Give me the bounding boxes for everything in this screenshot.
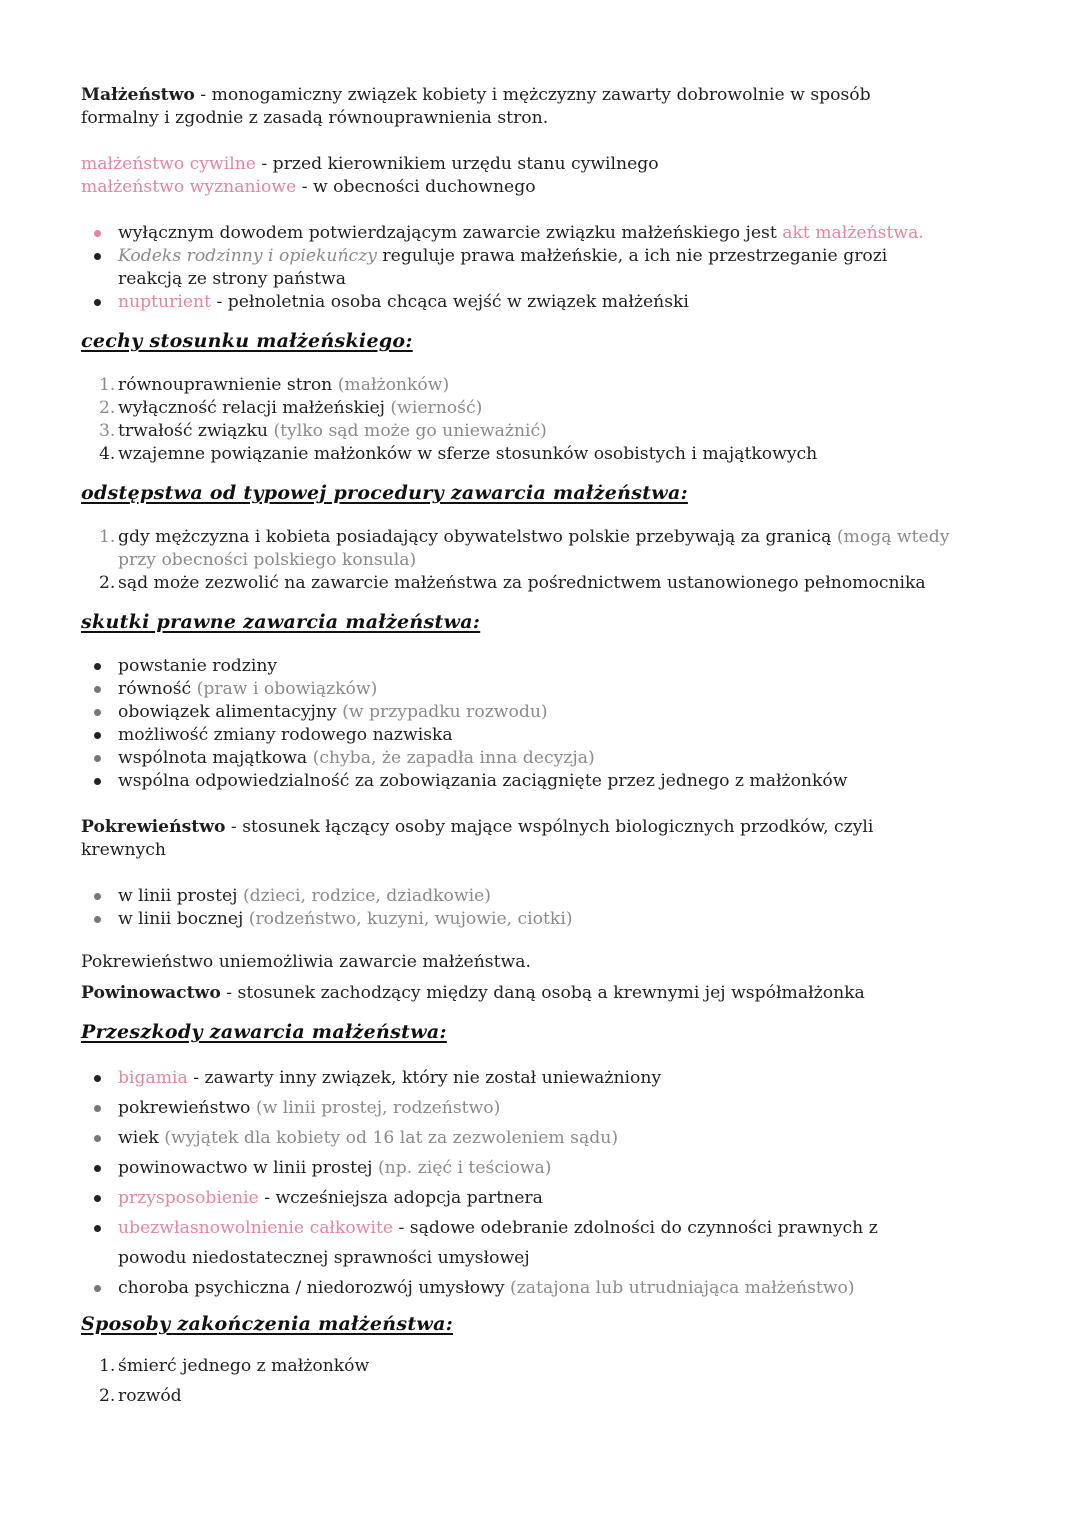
item-note: (praw i obowiązków) — [196, 679, 378, 699]
list-item — [81, 885, 1021, 908]
item-text-2: powodu niedostatecznej sprawności umysłowej — [118, 1248, 530, 1268]
list-item — [81, 701, 1021, 724]
list-item — [81, 222, 1021, 245]
bullet-icon — [94, 893, 101, 900]
heading-odstepstwa: odstępstwa od typowej procedury zawarcia małżeństwa: — [81, 482, 688, 504]
list-item — [81, 1123, 1021, 1153]
bullet-icon — [94, 686, 101, 693]
item-text: gdy mężczyzna i kobieta posiadający obywatelstwo polskie przebywają za granicą — [118, 527, 837, 547]
list-item — [81, 1381, 1021, 1411]
item-number: 4. — [99, 444, 116, 464]
list-item — [81, 1273, 1021, 1303]
pokrewienstwo-list — [81, 885, 1021, 931]
fact-highlight: akt małżeństwa. — [782, 223, 924, 243]
item-text: - sądowe odebranie zdolności do czynności prawnych z — [393, 1218, 878, 1238]
term-powinowactwo: Powinowactwo — [81, 983, 221, 1003]
marriage-types — [81, 153, 1021, 199]
list-item — [81, 420, 1021, 443]
type-term: małżeństwo cywilne — [81, 154, 256, 174]
item-highlight: ubezwłasnowolnienie całkowite — [118, 1218, 394, 1238]
item-number: 2. — [99, 398, 116, 418]
item-note: (np. zięć i teściowa) — [377, 1158, 552, 1178]
list-item — [81, 724, 1021, 747]
bullet-icon — [94, 709, 101, 716]
item-number: 2. — [99, 1386, 116, 1406]
powinowactwo-definition — [81, 982, 1021, 1005]
item-text: wspólnota majątkowa — [118, 748, 313, 768]
item-text: sąd może zezwolić na zawarcie małżeństwa za pośrednictwem ustanowionego pełnomocnika — [118, 573, 926, 593]
item-text: pokrewieństwo — [118, 1098, 256, 1118]
bullet-icon — [94, 663, 101, 670]
item-note: (zatajona lub utrudniająca małżeństwo) — [510, 1278, 855, 1298]
item-note: (chyba, że zapadła inna decyzja) — [312, 748, 595, 768]
item-note: (rodzeństwo, kuzyni, wujowie, ciotki) — [248, 909, 573, 929]
fact-text: wyłącznym dowodem potwierdzającym zawarcie związku małżeńskiego jest — [118, 223, 783, 243]
bullet-icon — [94, 755, 101, 762]
item-text: rozwód — [118, 1386, 182, 1406]
przeszkody-list — [81, 1063, 1021, 1303]
skutki-list — [81, 655, 1021, 793]
item-text: wspólna odpowiedzialność za zobowiązania zaciągnięte przez jednego z małżonków — [118, 771, 848, 791]
type-desc: - w obecności duchownego — [296, 177, 536, 197]
bullet-icon — [94, 732, 101, 739]
item-text: wiek — [118, 1128, 165, 1148]
item-text: śmierć jednego z małżonków — [118, 1356, 370, 1376]
facts-list — [81, 222, 1021, 314]
definition-text: - stosunek zachodzący między daną osobą a krewnymi jej współmałżonka — [220, 983, 865, 1003]
item-text: w linii bocznej — [118, 909, 249, 929]
fact-text: - pełnoletnia osoba chcąca wejść w związek małżeński — [210, 292, 689, 312]
heading-skutki: skutki prawne zawarcia małżeństwa: — [81, 611, 481, 633]
list-item — [81, 655, 1021, 678]
item-text: możliwość zmiany rodowego nazwiska — [118, 725, 453, 745]
list-item — [81, 1213, 1021, 1273]
fact-text: reguluje prawa małżeńskie, a ich nie przestrzeganie grozi — [376, 246, 888, 266]
item-text: trwałość związku — [118, 421, 274, 441]
item-number: 1. — [99, 375, 116, 395]
item-text: wzajemne powiązanie małżonków w sferze stosunków osobistych i majątkowych — [118, 444, 818, 464]
item-text: - zawarty inny związek, który nie został unieważniony — [187, 1068, 662, 1088]
item-number: 2. — [99, 573, 116, 593]
bullet-icon — [94, 1135, 101, 1142]
list-item — [81, 908, 1021, 931]
pokrewienstwo-definition — [81, 816, 1021, 862]
list-item — [81, 397, 1021, 420]
list-item — [81, 678, 1021, 701]
item-note: (w przypadku rozwodu) — [342, 702, 548, 722]
item-text: choroba psychiczna / niedorozwój umysłowy — [118, 1278, 511, 1298]
item-highlight: przysposobienie — [118, 1188, 259, 1208]
list-item — [81, 291, 1021, 314]
definition-text: - monogamiczny związek kobiety i mężczyzny zawarty dobrowolnie w sposób — [194, 85, 871, 105]
fact-highlight: nupturient — [118, 292, 211, 312]
bullet-icon — [94, 1195, 101, 1202]
list-item — [81, 1063, 1021, 1093]
item-note: (wierność) — [390, 398, 483, 418]
fact-text-2: reakcją ze strony państwa — [118, 269, 346, 289]
item-text: w linii prostej — [118, 886, 243, 906]
bullet-icon — [94, 230, 101, 237]
heading-sposoby: Sposoby zakończenia małżeństwa: — [81, 1313, 454, 1335]
item-text: równość — [118, 679, 197, 699]
list-item — [81, 374, 1021, 397]
item-note: (tylko sąd może go unieważnić) — [273, 421, 547, 441]
list-item — [81, 245, 1021, 291]
item-text: - wcześniejsza adopcja partnera — [258, 1188, 543, 1208]
bullet-icon — [94, 1285, 101, 1292]
type-term: małżeństwo wyznaniowe — [81, 177, 297, 197]
bullet-icon — [94, 1165, 101, 1172]
term-pokrewienstwo: Pokrewieństwo — [81, 817, 226, 837]
definition-text-2: krewnych — [81, 840, 166, 860]
item-note: (mogą wtedy — [836, 527, 950, 547]
marriage-definition — [81, 84, 1021, 130]
item-text: obowiązek alimentacyjny — [118, 702, 343, 722]
cechy-list — [81, 374, 1021, 466]
heading-przeszkody: Przeszkody zawarcia małżeństwa: — [81, 1021, 447, 1043]
list-item — [81, 572, 1021, 595]
bullet-icon — [94, 778, 101, 785]
definition-text: - stosunek łączący osoby mające wspólnych biologicznych przodków, czyli — [225, 817, 874, 837]
type-desc: - przed kierownikiem urzędu stanu cywilnego — [255, 154, 659, 174]
bullet-icon — [94, 1075, 101, 1082]
list-item — [81, 770, 1021, 793]
list-item — [81, 443, 1021, 466]
pokrewienstwo-note: Pokrewieństwo uniemożliwia zawarcie małżeństwa. — [81, 952, 531, 972]
item-note: (dzieci, rodzice, dziadkowie) — [242, 886, 491, 906]
notes-page — [81, 84, 1021, 1411]
list-item — [81, 747, 1021, 770]
bullet-icon — [94, 1105, 101, 1112]
item-number: 3. — [99, 421, 116, 441]
item-note-2: przy obecności polskiego konsula) — [118, 550, 417, 570]
sposoby-list — [81, 1351, 1021, 1411]
item-text: równouprawnienie stron — [118, 375, 338, 395]
item-note: (małżonków) — [337, 375, 450, 395]
bullet-icon — [94, 299, 101, 306]
item-text: wyłączność relacji małżeńskiej — [118, 398, 391, 418]
bullet-icon — [94, 916, 101, 923]
list-item — [81, 1153, 1021, 1183]
item-number: 1. — [99, 1356, 116, 1376]
odstepstwa-list — [81, 526, 1021, 595]
item-number: 1. — [99, 527, 116, 547]
definition-text-2: formalny i zgodnie z zasadą równouprawnienia stron. — [81, 108, 549, 128]
item-text: powinowactwo w linii prostej — [118, 1158, 378, 1178]
list-item — [81, 1093, 1021, 1123]
code-name: Kodeks rodzinny i opiekuńczy — [118, 246, 377, 266]
item-highlight: bigamia — [118, 1068, 188, 1088]
bullet-icon — [94, 253, 101, 260]
list-item — [81, 1351, 1021, 1381]
term-malzenstwo: Małżeństwo — [81, 85, 195, 105]
heading-cechy: cechy stosunku małżeńskiego: — [81, 330, 413, 352]
item-text: powstanie rodziny — [118, 656, 278, 676]
item-note: (w linii prostej, rodzeństwo) — [255, 1098, 501, 1118]
bullet-icon — [94, 1225, 101, 1232]
list-item — [81, 1183, 1021, 1213]
list-item — [81, 526, 1021, 572]
item-note: (wyjątek dla kobiety od 16 lat za zezwoleniem sądu) — [164, 1128, 619, 1148]
